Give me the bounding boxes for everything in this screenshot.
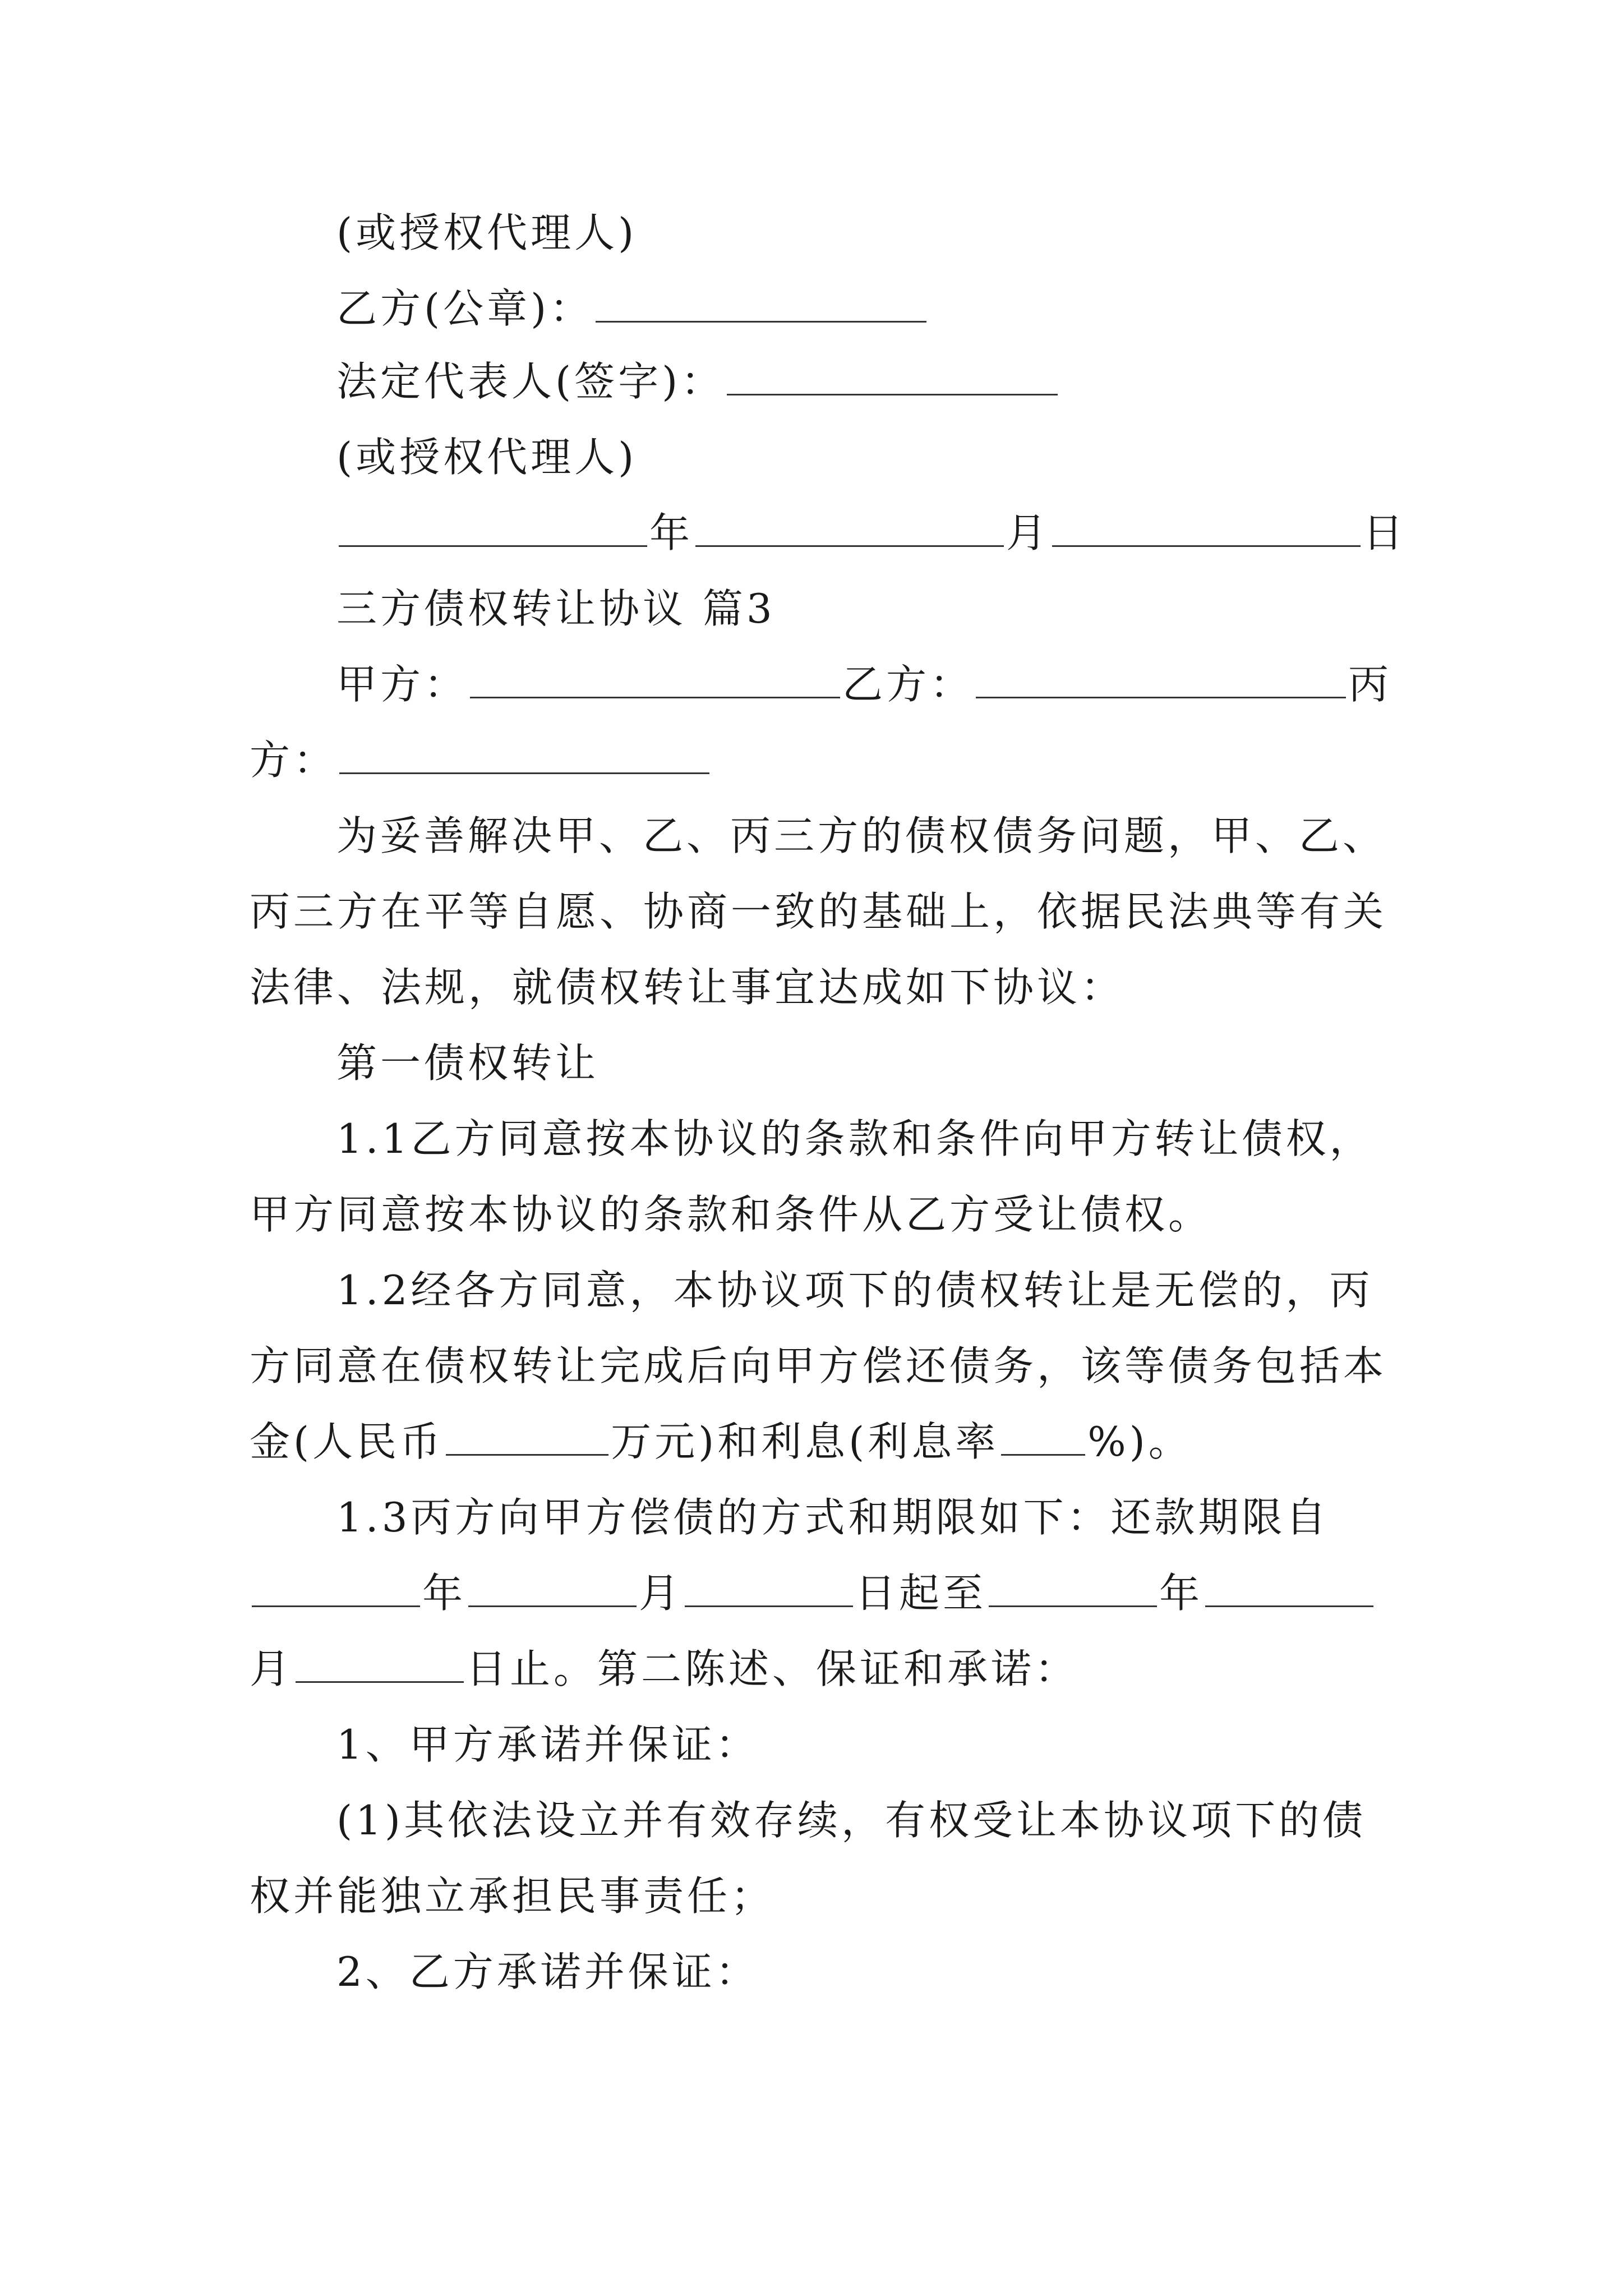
promise-2: 2、乙方承诺并保证： <box>336 1948 759 1995</box>
promise-1: 1、甲方承诺并保证： <box>336 1721 759 1768</box>
article-1-title: 第一债权转让 <box>336 1039 600 1087</box>
promise-1-1-line-1: (1)其依法设立并有效存续，有权受让本协议项下的债 <box>336 1797 1366 1844</box>
clause-1-3-line-1: 1.3丙方向甲方偿债的方式和期限如下：还款期限自 <box>336 1494 1330 1541</box>
period-year2-label: 年 <box>1159 1570 1204 1617</box>
legal-rep-label: 法定代表人(签字)： <box>336 358 725 405</box>
intro-line-3: 法律、法规，就债权转让事宜达成如下协议： <box>250 964 1125 1011</box>
clause-1-1-line-2: 甲方同意按本协议的条款和条件从乙方受让债权。 <box>250 1191 1212 1238</box>
period-end-day-blank <box>296 1643 464 1683</box>
period-end-year-blank <box>989 1567 1157 1607</box>
principal-blank <box>446 1416 608 1456</box>
party-c-line <box>250 732 712 788</box>
parties-line <box>336 656 1392 712</box>
clause-1-2-line-1: 1.2经各方同意，本协议项下的债权转让是无偿的，丙 <box>336 1267 1373 1314</box>
date-year-label: 年 <box>649 509 694 556</box>
party-b-seal-blank <box>596 283 926 323</box>
period-from-label: 日起至 <box>855 1570 987 1617</box>
party-a-blank <box>470 659 840 698</box>
interest-suffix: %)。 <box>1087 1418 1192 1465</box>
period-year-label: 年 <box>422 1570 467 1617</box>
party-b-seal-line <box>336 280 929 337</box>
period-start-year-blank <box>252 1567 420 1607</box>
clause-1-3-line-2 <box>250 1565 1376 1621</box>
clause-1-3-line-3 <box>250 1641 1078 1697</box>
clause-1-1-line-1: 1.1乙方同意按本协议的条款和条件向甲方转让债权， <box>336 1115 1373 1162</box>
legal-rep-line <box>336 353 1060 409</box>
intro-line-2: 丙三方在平等自愿、协商一致的基础上，依据民法典等有关 <box>250 888 1387 935</box>
party-b-seal-label: 乙方(公章)： <box>336 285 594 332</box>
interest-label: 万元)和利息(利息率 <box>611 1418 999 1465</box>
date-month-blank <box>695 507 1004 547</box>
signature-agent-line-1: (或授权代理人) <box>336 209 638 256</box>
date-day-label: 日 <box>1363 509 1407 556</box>
party-c-label-1: 丙 <box>1348 661 1393 708</box>
date-month-label: 月 <box>1006 509 1050 556</box>
clause-1-2-line-2: 方同意在债权转让完成后向甲方偿还债务，该等债务包括本 <box>250 1342 1387 1389</box>
party-a-label: 甲方： <box>336 661 468 708</box>
period-start-month-blank <box>468 1567 637 1607</box>
signature-date-line <box>336 505 1407 561</box>
interest-rate-blank <box>1001 1416 1085 1456</box>
date-year-blank <box>339 507 647 547</box>
period-month-label: 月 <box>639 1570 683 1617</box>
legal-rep-blank <box>727 356 1058 395</box>
party-b-label: 乙方： <box>842 661 974 708</box>
party-b-blank <box>976 659 1346 698</box>
intro-line-1: 为妥善解决甲、乙、丙三方的债权债务问题，甲、乙、 <box>336 812 1387 859</box>
date-day-blank <box>1052 507 1361 547</box>
clause-1-2-line-3 <box>250 1414 1192 1470</box>
period-month2-label: 月 <box>250 1645 294 1692</box>
party-c-blank <box>339 734 709 774</box>
signature-agent-line-2: (或授权代理人) <box>336 434 638 481</box>
period-end-month-blank <box>1205 1567 1373 1607</box>
promise-1-1-line-2: 权并能独立承担民事责任； <box>250 1872 775 1920</box>
principal-label: 金(人民币 <box>250 1418 444 1465</box>
period-end-label: 日止。第二陈述、保证和承诺： <box>466 1645 1079 1692</box>
section-title: 三方债权转让协议 篇3 <box>336 585 776 632</box>
party-c-label-2: 方： <box>250 737 338 784</box>
period-start-day-blank <box>685 1567 853 1607</box>
